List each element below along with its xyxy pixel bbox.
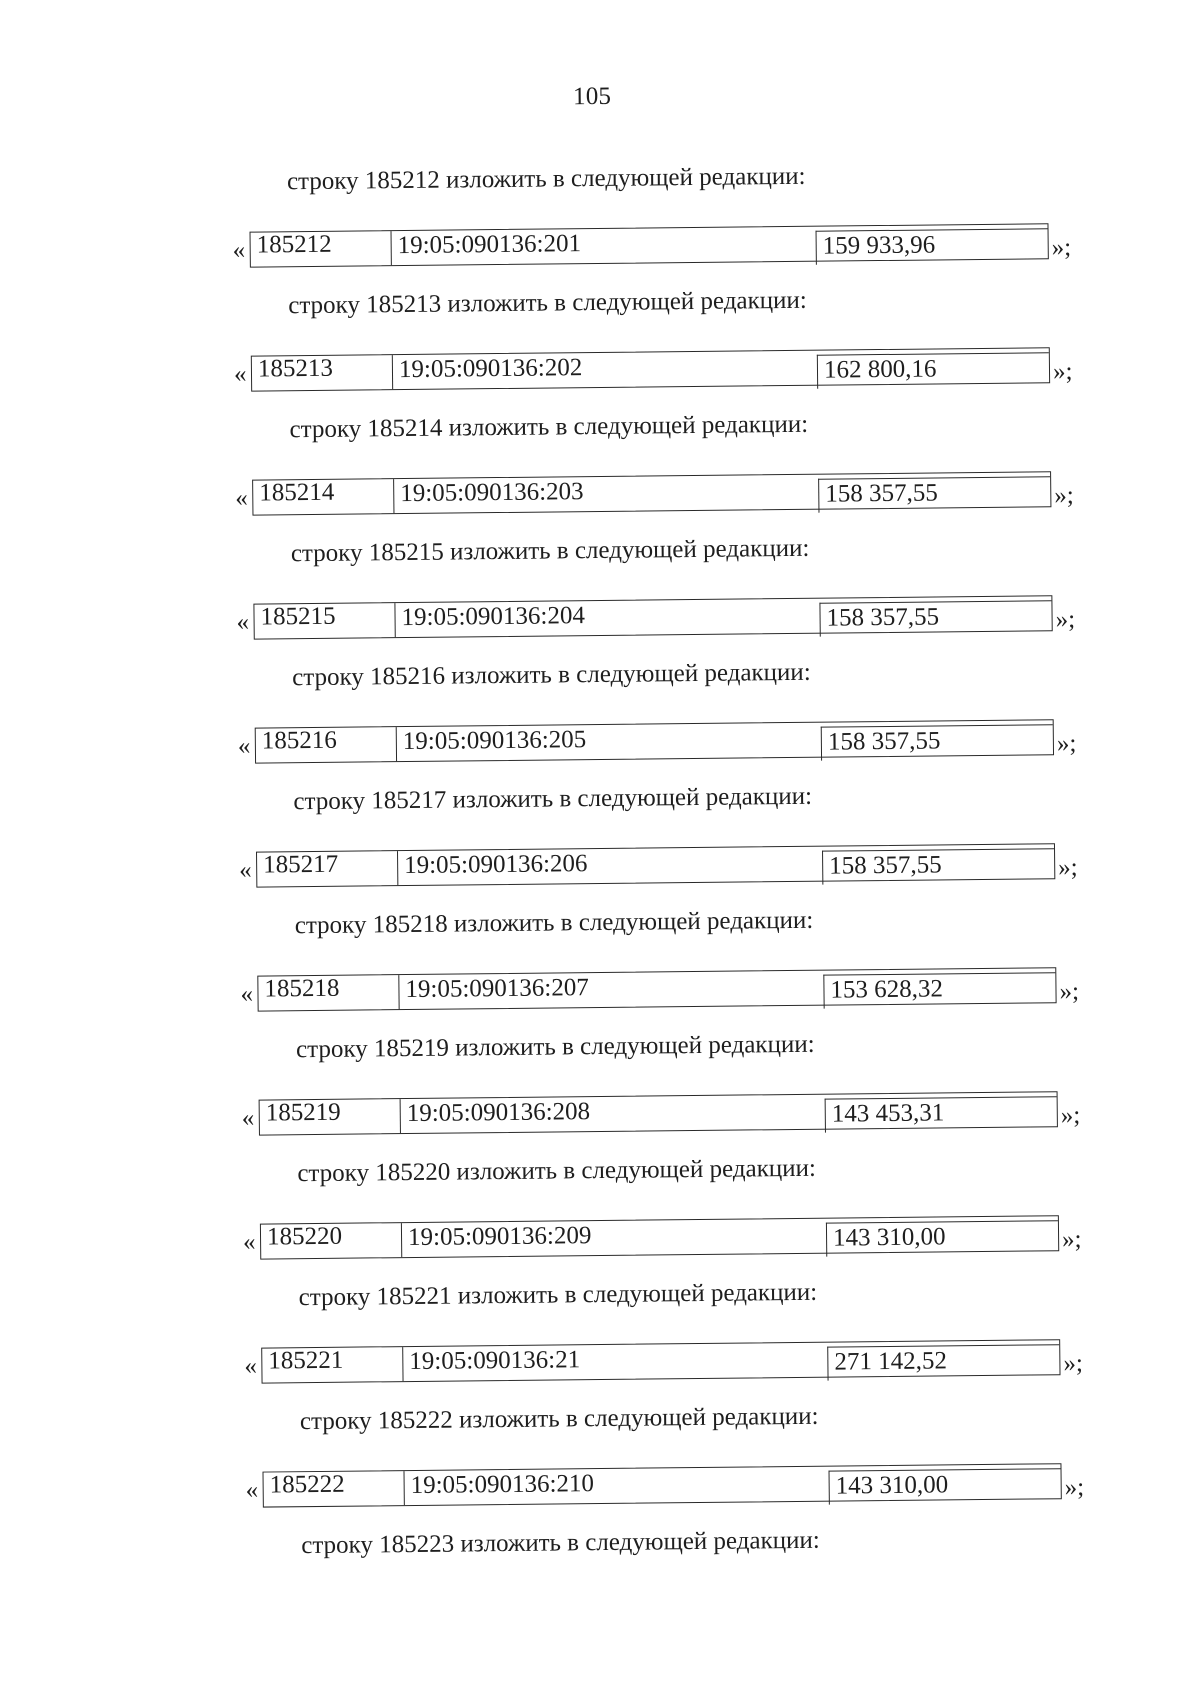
final-instruction: строку 185223 изложить в следующей редакции:: [301, 1526, 820, 1560]
amendment-entry: [1, 902, 1200, 1039]
cadastral-value-cell: 158 357,55: [818, 476, 1050, 512]
row-number-cell: 185222: [269, 1470, 345, 1499]
cadastral-value-cell: 143 453,31: [825, 1096, 1057, 1132]
table-row: [256, 843, 1055, 887]
cadastral-value-cell: 153 628,32: [823, 972, 1055, 1008]
cadastral-value-cell: 158 357,55: [822, 848, 1054, 884]
opening-quote: «: [235, 484, 248, 512]
opening-quote: «: [233, 360, 247, 388]
amendment-entry: [0, 530, 1198, 667]
cadastral-number-cell: 19:05:090136:210: [403, 1467, 828, 1505]
opening-quote: «: [245, 1476, 259, 1504]
cadastral-number-cell: 19:05:090136:204: [394, 599, 819, 637]
amendment-instruction: строку 185217 изложить в следующей редакции:: [293, 782, 813, 816]
cadastral-value-cell: 158 357,55: [819, 600, 1051, 636]
amendment-instruction: строку 185219 изложить в следующей редакции:: [295, 1030, 815, 1064]
amendment-entry: [2, 1026, 1200, 1163]
table-row: [262, 1463, 1061, 1507]
amendment-instruction: строку 185220 изложить в следующей редакции:: [297, 1154, 817, 1188]
cadastral-number-cell: 19:05:090136:207: [398, 971, 823, 1009]
table-row: [261, 1339, 1060, 1383]
cadastral-value-cell: 143 310,00: [826, 1220, 1058, 1256]
amendment-instruction: строку 185213 изложить в следующей редакции:: [288, 286, 807, 320]
amendment-entry: [0, 282, 1195, 419]
cadastral-number-cell: 19:05:090136:201: [391, 227, 816, 265]
amendment-entry: [0, 158, 1194, 295]
table-row: [251, 347, 1050, 391]
cadastral-value-cell: 271 142,52: [827, 1344, 1059, 1380]
cadastral-number-cell: 19:05:090136:209: [401, 1219, 826, 1257]
table-row: [259, 1091, 1058, 1135]
cadastral-value-cell: 159 933,96: [816, 228, 1048, 264]
amendment-instruction: строку 185214 изложить в следующей редакции:: [289, 410, 809, 444]
row-number-cell: 185217: [262, 850, 339, 879]
cadastral-number-cell: 19:05:090136:206: [397, 847, 822, 885]
row-number-cell: 185218: [264, 974, 340, 1003]
row-number-cell: 185212: [256, 230, 332, 259]
closing-quote: »;: [1063, 1349, 1083, 1378]
table-row-line: [238, 719, 1098, 768]
cadastral-value-cell: 158 357,55: [821, 724, 1053, 760]
opening-quote: «: [244, 1352, 258, 1380]
table-row: [260, 1215, 1059, 1259]
row-number-cell: 185216: [261, 726, 337, 755]
amendment-instruction: строку 185222 изложить в следующей редакции:: [299, 1402, 819, 1436]
closing-quote: »;: [1058, 853, 1078, 882]
amendment-entry: [0, 778, 1200, 915]
cadastral-number-cell: 19:05:090136:202: [392, 351, 817, 389]
opening-quote: «: [239, 856, 252, 884]
cadastral-number-cell: 19:05:090136:21: [402, 1343, 827, 1381]
closing-quote: »;: [1064, 1473, 1085, 1502]
row-number-cell: 185213: [257, 354, 334, 383]
opening-quote: «: [236, 608, 250, 636]
opening-quote: «: [241, 1104, 255, 1132]
table-row-line: [243, 1215, 1103, 1264]
closing-quote: »;: [1060, 1101, 1081, 1130]
table-row-line: [244, 1339, 1104, 1388]
table-row-line: [239, 843, 1099, 892]
table-row: [255, 719, 1054, 763]
amendment-list: [0, 158, 1200, 1534]
amendment-entry: [3, 1150, 1200, 1287]
cadastral-value-cell: 143 310,00: [829, 1468, 1061, 1504]
row-number-cell: 185214: [259, 478, 335, 507]
amendment-entry: [0, 654, 1199, 791]
table-row-line: [242, 1091, 1102, 1140]
amendment-instruction: строку 185221 изложить в следующей редакции:: [298, 1278, 818, 1312]
table-row-line: [234, 347, 1094, 396]
table-row-line: [236, 595, 1096, 644]
table-row-line: [240, 967, 1100, 1016]
closing-quote: »;: [1055, 606, 1076, 634]
amendment-entry: [6, 1398, 1200, 1535]
table-row: [257, 967, 1056, 1011]
cadastral-number-cell: 19:05:090136:208: [400, 1095, 825, 1133]
closing-quote: »;: [1052, 358, 1073, 386]
opening-quote: «: [237, 732, 251, 760]
opening-quote: «: [242, 1228, 256, 1256]
amendment-instruction: строку 185216 изложить в следующей редакции:: [292, 658, 811, 692]
amendment-instruction: строку 185218 изложить в следующей редакции:: [294, 906, 814, 940]
row-number-cell: 185215: [260, 602, 336, 631]
page-number: 105: [572, 82, 612, 111]
amendment-instruction: строку 185215 изложить в следующей редакции:: [290, 534, 810, 568]
table-row: [253, 595, 1052, 639]
closing-quote: »;: [1056, 730, 1077, 758]
cadastral-value-cell: 162 800,16: [817, 352, 1049, 388]
table-row: [252, 471, 1051, 515]
row-number-cell: 185219: [265, 1098, 341, 1127]
opening-quote: «: [240, 980, 254, 1008]
closing-quote: »;: [1059, 977, 1080, 1006]
amendment-entry: [0, 406, 1197, 543]
row-number-cell: 185221: [268, 1346, 344, 1375]
amendment-instruction: строку 185212 изложить в следующей редакции:: [286, 162, 806, 196]
opening-quote: «: [232, 236, 246, 264]
table-row-line: [233, 223, 1093, 272]
table-row-line: [245, 1463, 1105, 1512]
amendment-entry: [5, 1274, 1200, 1411]
cadastral-number-cell: 19:05:090136:203: [393, 475, 818, 513]
closing-quote: »;: [1054, 482, 1074, 510]
closing-quote: »;: [1061, 1225, 1082, 1254]
closing-quote: »;: [1051, 234, 1072, 262]
table-row-line: [235, 471, 1095, 520]
row-number-cell: 185220: [266, 1222, 343, 1251]
cadastral-number-cell: 19:05:090136:205: [396, 723, 821, 761]
table-row: [250, 223, 1049, 267]
